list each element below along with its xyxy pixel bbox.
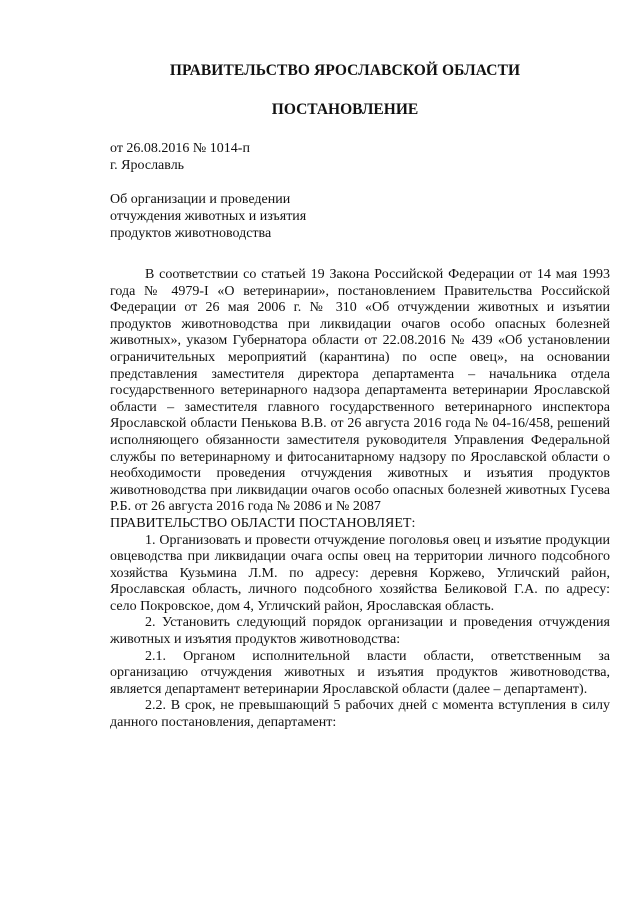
government-title: ПРАВИТЕЛЬСТВО ЯРОСЛАВСКОЙ ОБЛАСТИ	[169, 62, 521, 79]
item-2-1-paragraph: 2.1. Органом исполнительной власти области, ответственным за организацию отчуждения животных и изъятия продуктов животноводства, является департамент ветеринарии Ярославской области (далее – департамент).	[110, 648, 610, 697]
item-2-2-paragraph: 2.2. В срок, не превышающий 5 рабочих дней с момента вступления в силу данного постановления, департамент:	[110, 698, 610, 731]
preamble-paragraph: В соответствии со статьей 19 Закона Российской Федерации от 14 мая 1993 года № 4979-I «О ветеринарии», постановлением Правительства Российской Федерации от 26 мая 2006 г. № 310 «Об отчуждении животных и изъятии продуктов животноводства при ликвидации очагов особо опасных болезней животных», указом Губернатора области от 22.08.2016 № 439 «Об установлении ограничительных мероприятий (карантина) по оспе овец», на основании представления заместителя директора департамента – начальника отдела государственного ветеринарного надзора департамента ветеринарии Ярославской области – заместителя главного государственного ветеринарного инспектора Ярославской области Пенькова В.В. от 26 августа 2016 года № 04-16/458, решений исполняющего обязанности заместителя руководителя Управления Федеральной службы по ветеринарному и фитосанитарному надзору по Ярославской области о необходимости проведения отчуждения животных и изъятия продуктов животноводства при ликвидации очагов особо опасных болезней животных Гусева Р.Б. от 26 августа 2016 года № 2086 и № 2087	[110, 267, 610, 515]
subject-line: отчуждения животных и изъятия	[110, 209, 307, 224]
document-subject	[110, 191, 306, 242]
document-body	[110, 267, 610, 732]
document-type-title: ПОСТАНОВЛЕНИЕ	[271, 101, 419, 118]
resolution-heading: ПРАВИТЕЛЬСТВО ОБЛАСТИ ПОСТАНОВЛЯЕТ:	[110, 515, 416, 531]
subject-line: Об организации и проведении	[110, 192, 291, 207]
item-1-paragraph: 1. Организовать и провести отчуждение поголовья овец и изъятие продукции овцеводства при ликвидации очага оспы овец на территории личного подсобного хозяйства Кузьмина Л.М. по адресу: деревня Коржево, Угличский район, Ярославская область, личного подсобного хозяйства Беликовой Г.А. по адресу: село Покровское, дом 4, Угличский район, Ярославская область.	[110, 532, 610, 614]
item-2-paragraph: 2. Установить следующий порядок организации и проведения отчуждения животных и изъятия продуктов животноводства:	[110, 615, 610, 648]
document-city: г. Ярославль	[110, 158, 185, 173]
subject-line: продуктов животноводства	[110, 226, 272, 241]
document-date-number: от 26.08.2016 № 1014-п	[110, 141, 250, 156]
